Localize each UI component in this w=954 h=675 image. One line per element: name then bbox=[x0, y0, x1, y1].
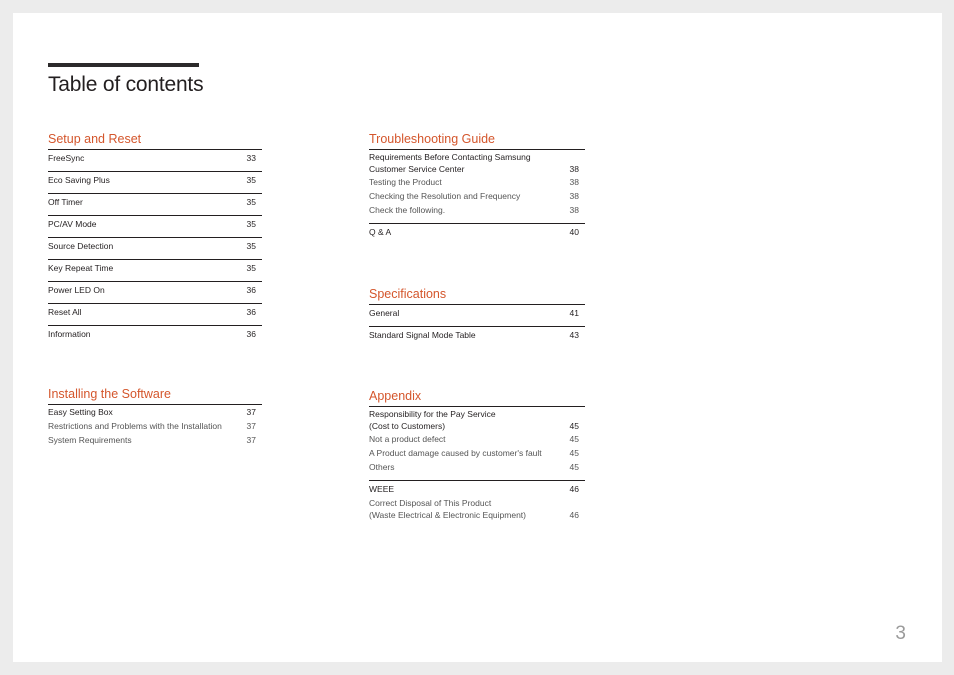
entry-page: 38 bbox=[569, 205, 579, 215]
toc-entry[interactable] bbox=[48, 419, 262, 433]
entry-page: 45 bbox=[569, 462, 579, 472]
entry-label: Check the following. bbox=[369, 205, 446, 215]
entry-label-line1: Responsibility for the Pay Service bbox=[369, 409, 496, 419]
entry-page: 35 bbox=[246, 262, 256, 273]
toc-entry[interactable] bbox=[48, 237, 262, 259]
document-page bbox=[13, 13, 942, 662]
entry-page: 38 bbox=[569, 164, 579, 174]
section-title[interactable]: Installing the Software bbox=[48, 387, 171, 401]
toc-entry[interactable] bbox=[48, 281, 262, 303]
entry-page: 45 bbox=[569, 421, 579, 431]
entry-page: 40 bbox=[569, 226, 579, 237]
toc-entry[interactable] bbox=[48, 433, 262, 447]
entry-page: 35 bbox=[246, 196, 256, 207]
section-troubleshooting-guide bbox=[369, 130, 585, 245]
entry-label: Restrictions and Problems with the Installation bbox=[48, 421, 222, 431]
entry-page: 43 bbox=[569, 329, 579, 340]
entry-label: Testing the Product bbox=[369, 177, 442, 187]
section-title[interactable]: Appendix bbox=[369, 389, 422, 403]
entry-label: Not a product defect bbox=[369, 434, 446, 444]
entry-page: 45 bbox=[569, 434, 579, 444]
toc-entry[interactable] bbox=[48, 259, 262, 281]
section-title[interactable]: Specifications bbox=[369, 287, 447, 301]
toc-entry-group bbox=[369, 480, 585, 521]
toc-entry[interactable] bbox=[369, 326, 585, 348]
entry-label: Source Detection bbox=[48, 240, 114, 251]
entry-page: 46 bbox=[569, 510, 579, 520]
toc-entry-multiline[interactable] bbox=[369, 149, 585, 217]
entry-page: 36 bbox=[246, 306, 256, 317]
entry-label-line1: Correct Disposal of This Product bbox=[369, 498, 492, 508]
section-title[interactable]: Setup and Reset bbox=[48, 132, 142, 146]
entry-page: 37 bbox=[246, 421, 256, 431]
entry-page: 35 bbox=[246, 218, 256, 229]
toc-entry[interactable] bbox=[48, 193, 262, 215]
toc-entry-multiline[interactable] bbox=[369, 406, 585, 474]
entry-page: 45 bbox=[569, 448, 579, 458]
toc-entry[interactable] bbox=[48, 171, 262, 193]
entry-label: FreeSync bbox=[48, 152, 85, 163]
toc-subentry[interactable] bbox=[369, 446, 579, 460]
toc-subentry[interactable] bbox=[369, 460, 579, 474]
entry-label: WEEE bbox=[369, 484, 395, 494]
toc-subentry[interactable] bbox=[369, 175, 579, 189]
entry-label-line2: (Waste Electrical & Electronic Equipment) bbox=[369, 510, 526, 520]
entry-label: Eco Saving Plus bbox=[48, 174, 110, 185]
entry-label: Off Timer bbox=[48, 196, 83, 207]
entry-page: 37 bbox=[246, 407, 256, 417]
section-specifications bbox=[369, 285, 585, 348]
toc-subentry[interactable] bbox=[369, 432, 579, 446]
entry-label-line1: Requirements Before Contacting Samsung bbox=[369, 152, 531, 162]
toc-entry[interactable] bbox=[369, 483, 579, 495]
entry-label: Key Repeat Time bbox=[48, 262, 114, 273]
entry-label-line2: (Cost to Customers) bbox=[369, 421, 446, 431]
entry-page: 38 bbox=[569, 191, 579, 201]
toc-entry[interactable] bbox=[48, 325, 262, 347]
section-installing-software bbox=[48, 385, 262, 447]
entry-label: Others bbox=[369, 462, 395, 472]
entry-label: Power LED On bbox=[48, 284, 105, 295]
entry-label: System Requirements bbox=[48, 435, 132, 445]
toc-entry[interactable] bbox=[48, 149, 262, 171]
entry-label: Easy Setting Box bbox=[48, 407, 113, 417]
entry-label: Checking the Resolution and Frequency bbox=[369, 191, 521, 201]
entry-page: 35 bbox=[246, 174, 256, 185]
entry-page: 36 bbox=[246, 328, 256, 339]
entry-label: Information bbox=[48, 328, 91, 339]
entry-label: Reset All bbox=[48, 306, 82, 317]
entry-page: 46 bbox=[569, 484, 579, 494]
toc-subentry[interactable] bbox=[369, 203, 579, 217]
page-title: Table of contents bbox=[48, 73, 204, 96]
entry-label-line2: Customer Service Center bbox=[369, 164, 465, 174]
page-number: 3 bbox=[895, 623, 906, 644]
toc-entry[interactable] bbox=[369, 223, 585, 245]
toc-entry[interactable] bbox=[48, 215, 262, 237]
toc-entry[interactable] bbox=[48, 405, 262, 419]
entry-page: 37 bbox=[246, 435, 256, 445]
section-appendix bbox=[369, 387, 585, 521]
toc-entry[interactable] bbox=[369, 304, 585, 326]
entry-page: 41 bbox=[569, 307, 579, 318]
toc-entry[interactable] bbox=[48, 303, 262, 325]
entry-page: 38 bbox=[569, 177, 579, 187]
software-group bbox=[48, 404, 262, 447]
entry-label: A Product damage caused by customer's fault bbox=[369, 448, 542, 458]
entry-label: General bbox=[369, 307, 400, 318]
section-setup-and-reset bbox=[48, 130, 262, 347]
toc-subentry-multiline[interactable] bbox=[369, 497, 579, 521]
section-title[interactable]: Troubleshooting Guide bbox=[369, 132, 496, 146]
entry-label: PC/AV Mode bbox=[48, 218, 97, 229]
entry-label: Q & A bbox=[369, 226, 392, 237]
entry-label: Standard Signal Mode Table bbox=[369, 329, 476, 340]
toc-subentry[interactable] bbox=[369, 189, 579, 203]
title-accent-bar bbox=[48, 63, 199, 67]
entry-page: 35 bbox=[246, 240, 256, 251]
entry-page: 36 bbox=[246, 284, 256, 295]
entry-page: 33 bbox=[246, 152, 256, 163]
